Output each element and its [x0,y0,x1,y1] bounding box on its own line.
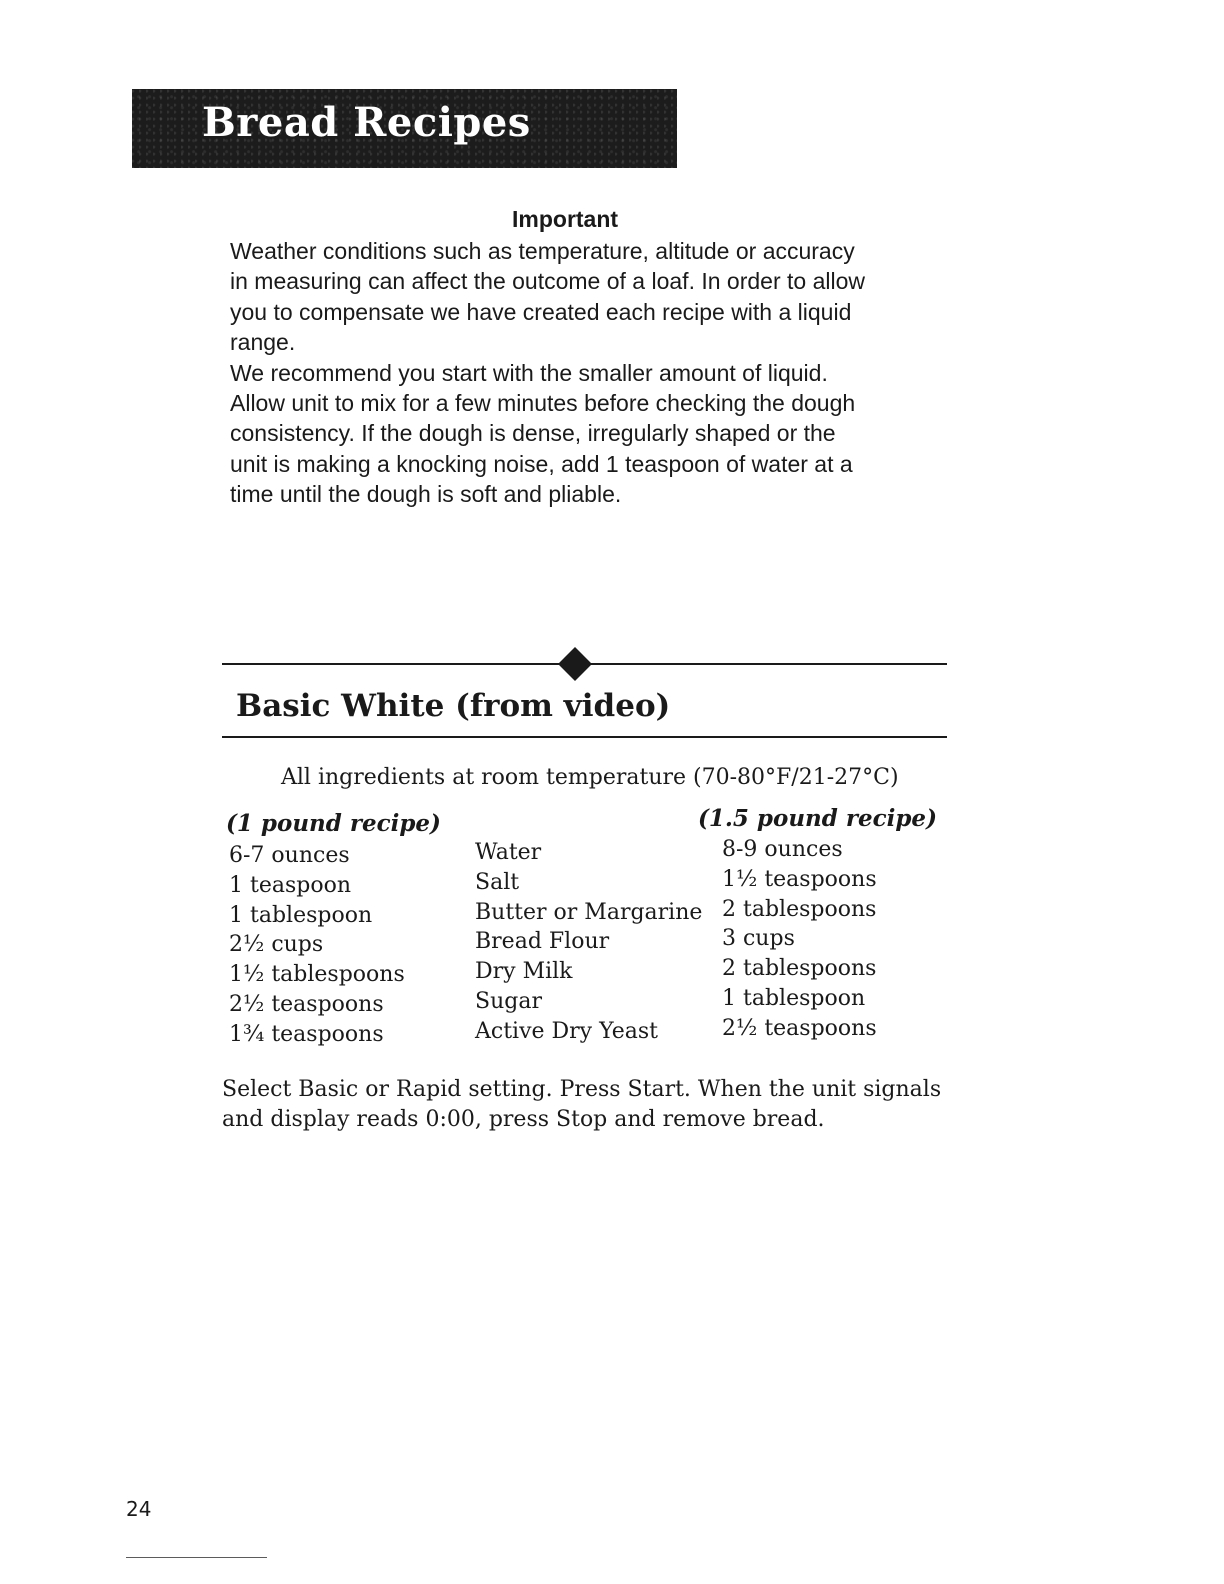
important-line: unit is making a knocking noise, add 1 teaspoon of water at a [230,450,853,477]
section-title: Bread Recipes [202,99,531,146]
amount-small: 2½ teaspoons [229,991,384,1017]
one-and-half-pound-heading: (1.5 pound recipe) [698,805,937,832]
amount-large: 2 tablespoons [722,896,877,922]
temperature-note: All ingredients at room temperature (70-80°F/21-27°C) [281,765,899,790]
important-line: range. [230,329,296,356]
recipe-title: Basic White (from video) [236,688,671,724]
diamond-ornament-icon [558,647,592,681]
page-number: 24 [126,1497,152,1521]
important-heading: Important [512,206,619,232]
ingredient: Butter or Margarine [475,899,703,925]
important-line: Weather conditions such as temperature, altitude or accuracy [230,238,855,264]
ingredient: Dry Milk [475,959,573,985]
amount-large: 2 tablespoons [722,956,877,982]
amount-small: 1½ tablespoons [229,962,405,988]
amount-small: 2½ cups [229,932,324,958]
divider-bottom [222,736,947,738]
ingredient: Water [475,840,542,865]
amount-small: 1 teaspoon [229,872,351,898]
ingredient: Bread Flour [475,929,610,955]
amount-large: 1 tablespoon [722,985,866,1011]
amount-large: 8-9 ounces [722,837,843,862]
one-pound-amounts [229,841,405,1050]
recipe-instructions [222,1075,942,1135]
amount-large: 1½ teaspoons [722,866,877,892]
amount-large: 2½ teaspoons [722,1015,877,1041]
ingredient: Salt [475,869,520,895]
section-banner [132,89,677,168]
important-line: We recommend you start with the smaller amount of liquid. [230,359,828,386]
ingredient: Sugar [475,988,542,1014]
amount-small: 6-7 ounces [229,843,350,868]
important-line: Allow unit to mix for a few minutes before checking the dough [230,390,856,417]
important-line: in measuring can affect the outcome of a loaf. In order to allow [230,268,865,295]
important-line: you to compensate we have created each recipe with a liquid [230,298,852,325]
amount-small: 1 tablespoon [229,902,373,928]
one-and-half-pound-amounts [722,835,877,1044]
amount-large: 3 cups [722,926,795,952]
important-line: consistency. If the dough is dense, irregularly shaped or the [230,420,836,447]
instruction-line: Select Basic or Rapid setting. Press Start. When the unit signals [222,1077,942,1102]
footer-line [126,1557,267,1558]
instruction-line: and display reads 0:00, press Stop and remove bread. [222,1107,825,1132]
important-line: time until the dough is soft and pliable. [230,481,622,508]
important-note [230,236,950,510]
ingredient: Active Dry Yeast [475,1018,658,1044]
amount-small: 1¾ teaspoons [229,1021,384,1047]
one-pound-heading: (1 pound recipe) [226,810,441,837]
ingredient-names [475,838,702,1047]
